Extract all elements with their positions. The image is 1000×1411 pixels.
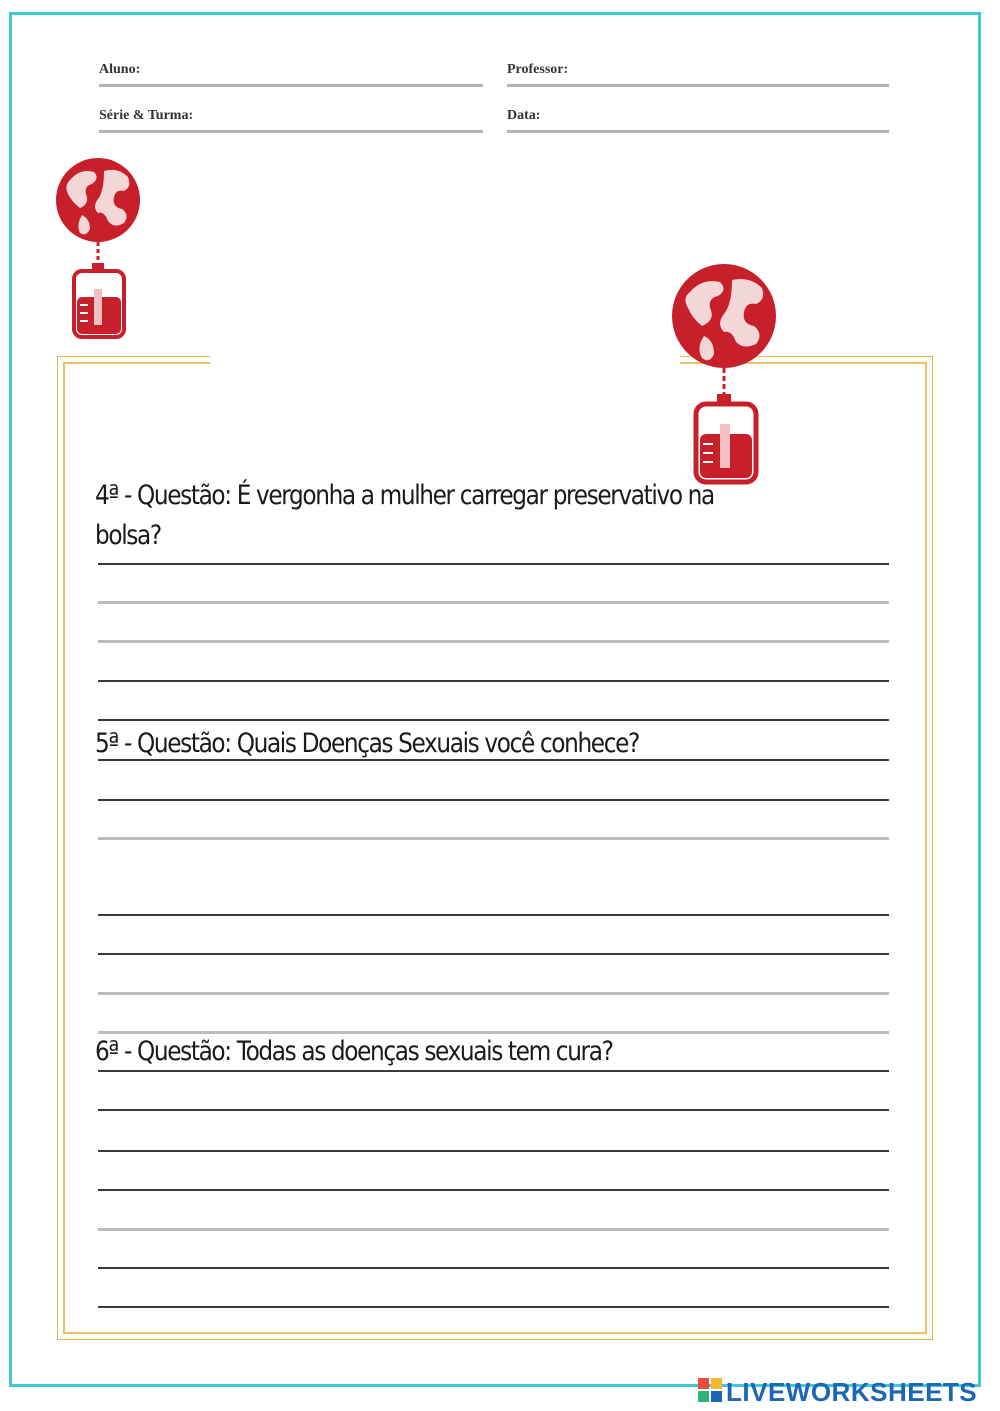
answer-line[interactable]: [98, 640, 889, 643]
professor-field[interactable]: [507, 62, 889, 87]
answer-line[interactable]: [98, 759, 889, 761]
question-6-text: 6ª - Questão: Todas as doenças sexuais tem cura?: [95, 1036, 613, 1067]
question-4-text: [95, 476, 783, 556]
answer-line[interactable]: [98, 680, 889, 682]
serie-turma-field[interactable]: [99, 108, 483, 133]
answer-line[interactable]: [98, 1070, 889, 1072]
answer-line[interactable]: [98, 799, 889, 801]
frame-gap: [210, 352, 680, 364]
answer-line[interactable]: [98, 992, 889, 995]
data-field[interactable]: [507, 108, 889, 133]
question-4-line2: bolsa?: [95, 520, 161, 551]
answer-line[interactable]: [98, 1228, 889, 1231]
aluno-label: Aluno:: [99, 62, 141, 77]
data-label: Data:: [507, 108, 541, 123]
answer-line[interactable]: [98, 1306, 889, 1308]
globe-blood-bag-icon: [52, 155, 146, 343]
question-5-text: 5ª - Questão: Quais Doenças Sexuais você conhece?: [95, 728, 639, 759]
answer-line[interactable]: [98, 837, 889, 840]
question-4-line1: 4ª - Questão: É vergonha a mulher carregar preservativo na: [95, 480, 714, 511]
liveworksheets-brand[interactable]: [698, 1377, 977, 1407]
answer-line[interactable]: [98, 1109, 889, 1111]
answer-line[interactable]: [98, 601, 889, 604]
answer-line[interactable]: [98, 563, 889, 565]
answer-line[interactable]: [98, 953, 889, 955]
professor-label: Professor:: [507, 62, 569, 77]
answer-line[interactable]: [98, 1267, 889, 1269]
serie-turma-label: Série & Turma:: [99, 108, 194, 123]
globe-blood-bag-icon: [668, 262, 782, 488]
answer-line[interactable]: [98, 719, 889, 721]
aluno-field[interactable]: [99, 62, 483, 87]
answer-line[interactable]: [98, 914, 889, 916]
brand-name: LIVEWORKSHEETS: [726, 1376, 978, 1407]
liveworksheets-logo-icon: [698, 1378, 722, 1407]
answer-line[interactable]: [98, 1150, 889, 1152]
answer-line[interactable]: [98, 1189, 889, 1191]
